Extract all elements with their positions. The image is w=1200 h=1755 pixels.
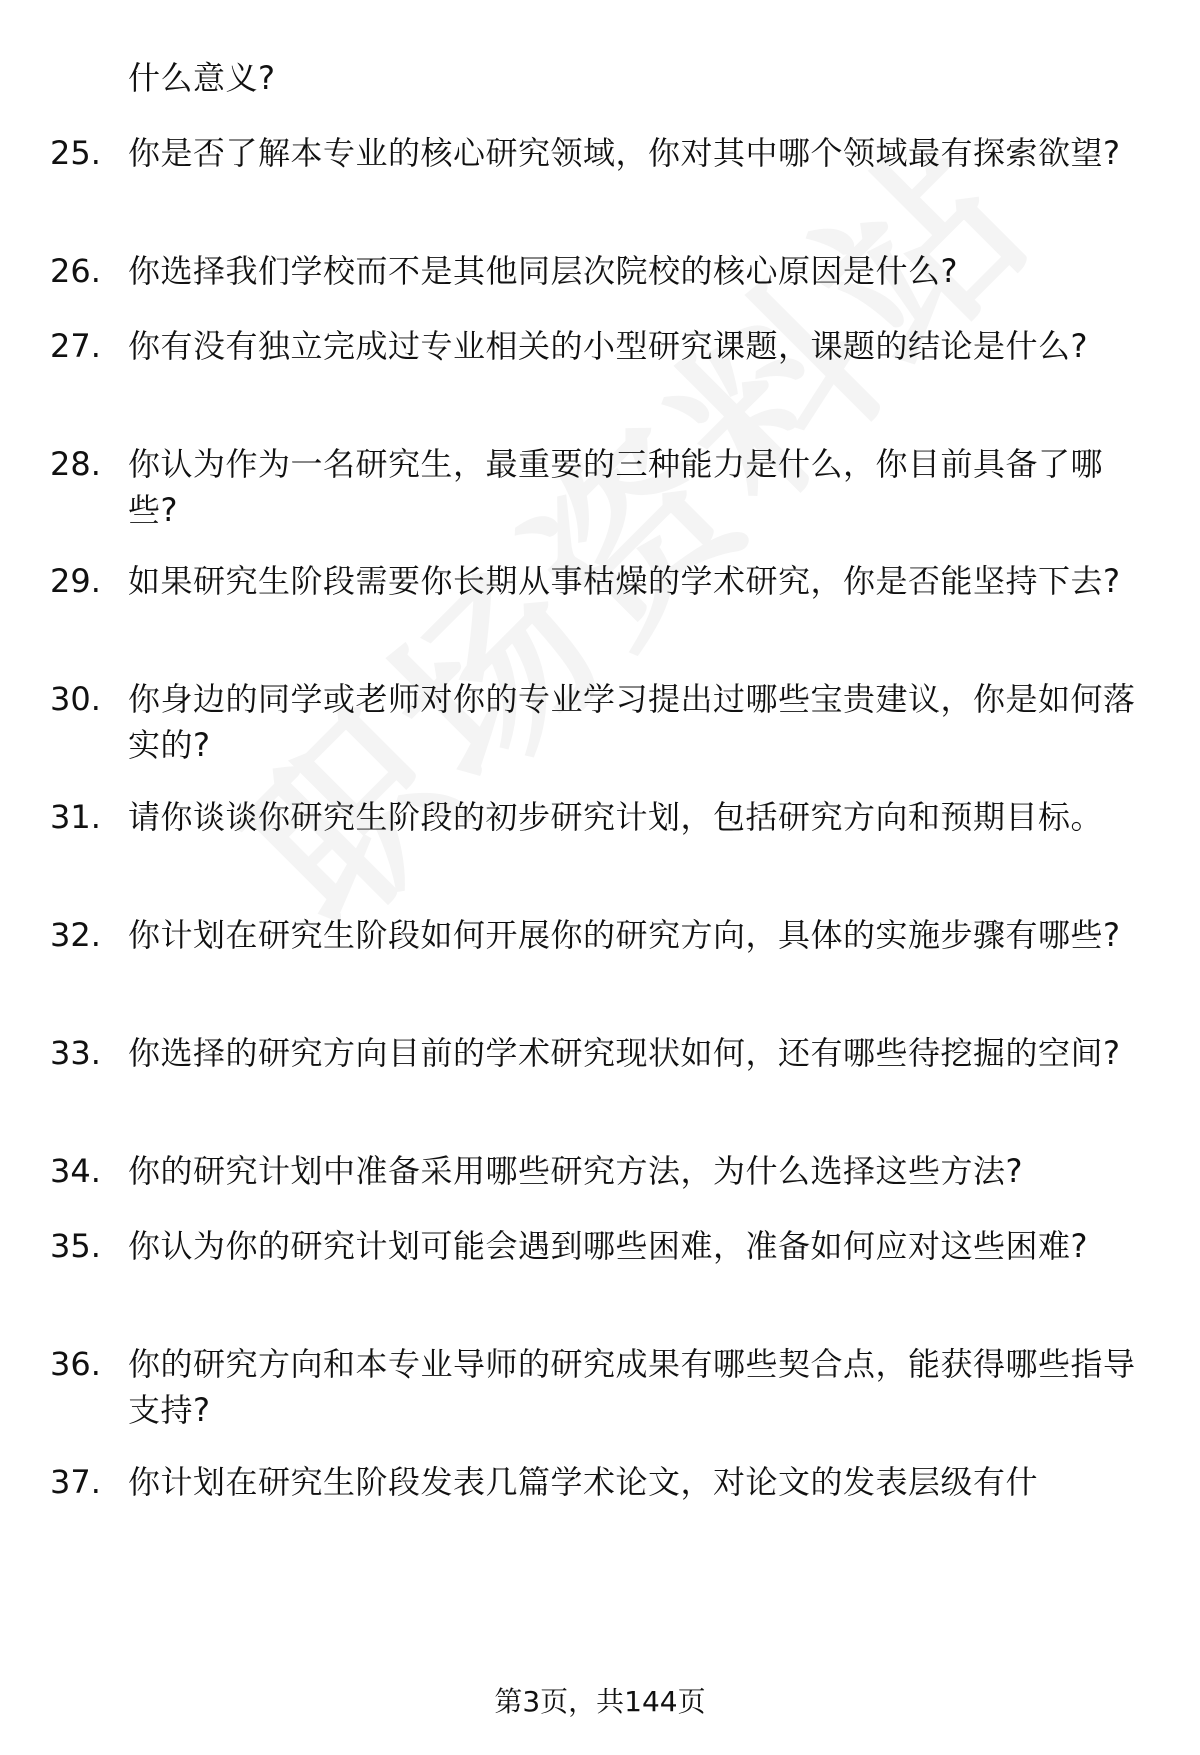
question-text: 你是否了解本专业的核心研究领域，你对其中哪个领域最有探索欲望? [128,134,1121,172]
question-number: 36. [50,1345,101,1383]
question-number: 29. [50,562,101,600]
question-text: 如果研究生阶段需要你长期从事枯燥的学术研究，你是否能坚持下去? [128,562,1121,600]
question-number: 31. [50,798,101,836]
question-text: 你身边的同学或老师对你的专业学习提出过哪些宝贵建议，你是如何落实的? [128,680,1136,764]
question-number: 28. [50,445,101,483]
question-text: 什么意义? [128,59,276,97]
question-text: 你认为作为一名研究生，最重要的三种能力是什么，你目前具备了哪些? [128,445,1104,529]
question-number: 26. [50,252,101,290]
question-number: 34. [50,1152,101,1190]
question-number: 33. [50,1034,101,1072]
page-footer: 第3页，共144页 [494,1685,706,1718]
question-number: 35. [50,1227,101,1265]
question-number: 32. [50,916,101,954]
question-number: 30. [50,680,101,718]
question-text: 你认为你的研究计划可能会遇到哪些困难，准备如何应对这些困难? [128,1227,1088,1265]
question-text: 你的研究方向和本专业导师的研究成果有哪些契合点，能获得哪些指导支持? [128,1345,1136,1429]
question-number: 27. [50,327,101,365]
question-text: 你有没有独立完成过专业相关的小型研究课题，课题的结论是什么? [128,327,1088,365]
question-text: 你选择的研究方向目前的学术研究现状如何，还有哪些待挖掘的空间? [128,1034,1121,1072]
question-text: 请你谈谈你研究生阶段的初步研究计划，包括研究方向和预期目标。 [128,798,1104,836]
question-number: 37. [50,1463,101,1501]
question-text: 你选择我们学校而不是其他同层次院校的核心原因是什么? [128,252,958,290]
question-number: 25. [50,134,101,172]
question-text: 你计划在研究生阶段发表几篇学术论文，对论文的发表层级有什 [128,1463,1039,1501]
question-text: 你的研究计划中准备采用哪些研究方法，为什么选择这些方法? [128,1152,1023,1190]
question-text: 你计划在研究生阶段如何开展你的研究方向，具体的实施步骤有哪些? [128,916,1121,954]
